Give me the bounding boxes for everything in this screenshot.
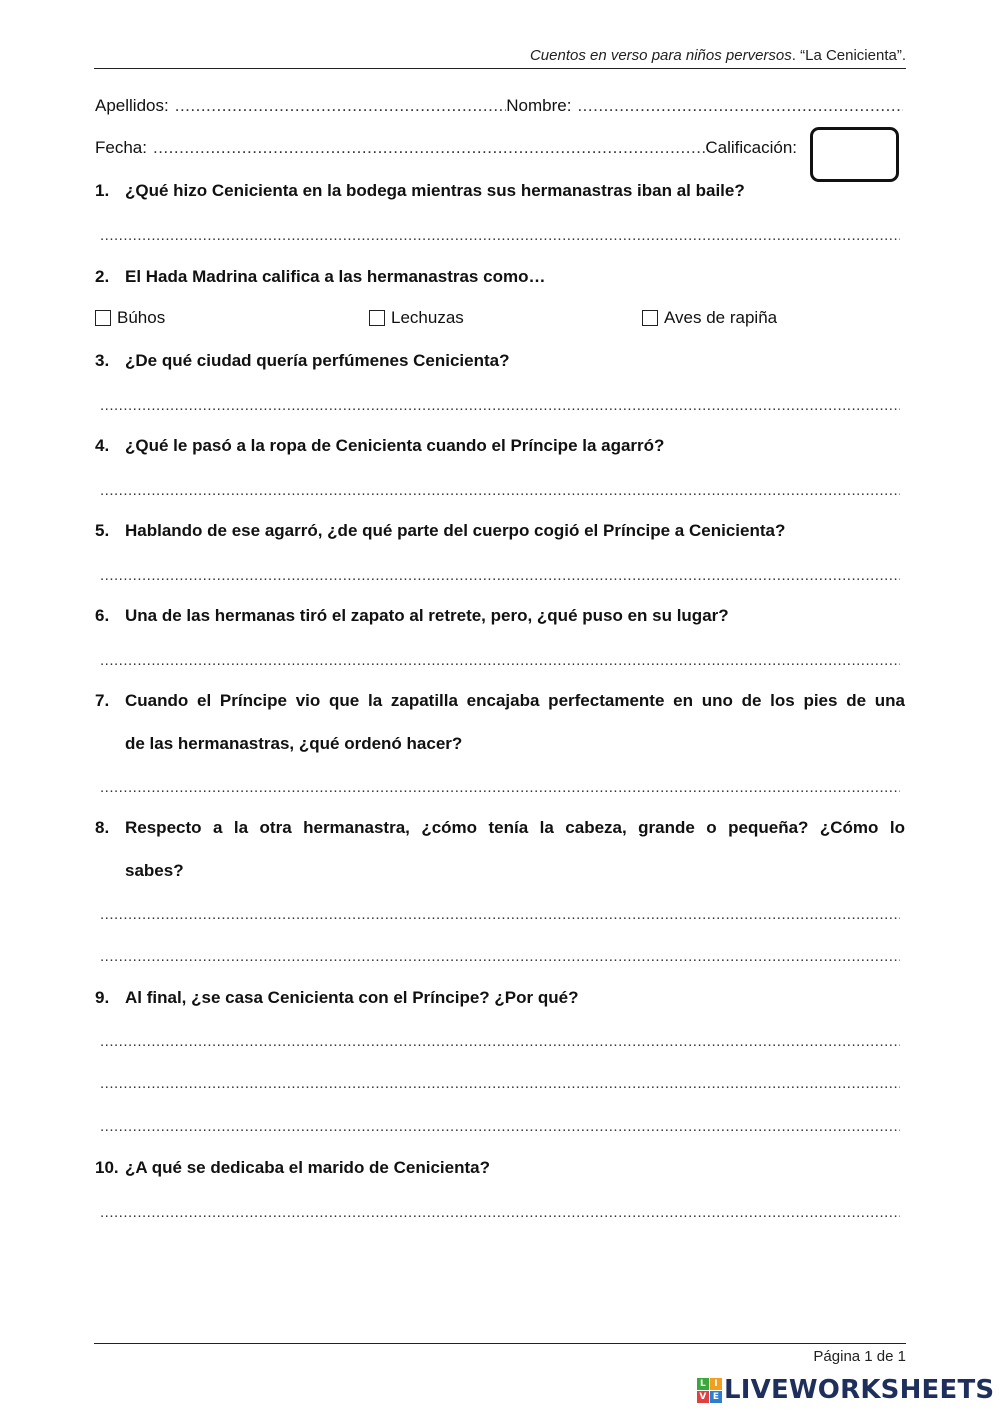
question-8-continued: sabes?: [125, 861, 184, 880]
question-number: 8.: [95, 818, 110, 837]
logo-letter: I: [710, 1378, 722, 1390]
question-9: [95, 987, 905, 1009]
answer-line-9a[interactable]: [100, 1032, 900, 1052]
answer-line-9b[interactable]: [100, 1074, 900, 1094]
question-text: Respecto a la otra hermanastra, ¿cómo tenía la cabeza, grande o pequeña? ¿Cómo lo: [125, 818, 905, 837]
question-number: 6.: [95, 606, 110, 625]
question-10: [95, 1157, 905, 1179]
logo-letter: L: [697, 1378, 709, 1390]
option-label: Lechuzas: [391, 308, 464, 327]
question-text: Hablando de ese agarró, ¿de qué parte del cuerpo cogió el Príncipe a Cenicienta?: [125, 521, 786, 540]
apellidos-field[interactable]: [169, 95, 507, 117]
answer-line-8a[interactable]: [100, 905, 900, 925]
header-title-rest: . “La Cenicienta”.: [791, 47, 906, 64]
answer-line-5[interactable]: [100, 566, 900, 586]
grade-box[interactable]: [810, 127, 899, 182]
header-title-italic: Cuentos en verso para niños perversos: [529, 47, 792, 64]
question-text: ¿Qué hizo Cenicienta en la bodega mientras sus hermanastras iban al baile?: [125, 181, 745, 200]
question-number: 5.: [95, 521, 110, 540]
question-text: ¿A qué se dedicaba el marido de Cenicienta?: [125, 1158, 490, 1177]
question-1: [95, 180, 905, 202]
answer-line-10[interactable]: [100, 1203, 900, 1223]
logo-letter: E: [710, 1391, 722, 1403]
apellidos-label: Apellidos:: [95, 96, 169, 115]
calificacion-label: Calificación:: [705, 138, 797, 157]
question-text: Cuando el Príncipe vio que la zapatilla encajaba perfectamente en uno de los pies de una: [125, 691, 905, 710]
question-4: [95, 435, 905, 457]
name-row: [95, 95, 903, 117]
option-label: Búhos: [117, 308, 166, 327]
question-number: 3.: [95, 351, 110, 370]
option-lechuzas[interactable]: [369, 307, 464, 329]
question-text: ¿De qué ciudad quería perfúmenes Cenicienta?: [125, 351, 510, 370]
question-text: El Hada Madrina califica a las hermanastras como…: [125, 267, 546, 286]
question-number: 4.: [95, 436, 110, 455]
question-text: Una de las hermanas tiró el zapato al retrete, pero, ¿qué puso en su lugar?: [125, 606, 729, 625]
page-header: [94, 44, 906, 69]
fecha-label: Fecha:: [95, 138, 147, 157]
answer-line-7[interactable]: [100, 778, 900, 798]
liveworksheets-brand: [697, 1375, 994, 1405]
logo-letter: V: [697, 1391, 709, 1403]
question-5: [95, 520, 905, 542]
brand-name: LIVEWORKSHEETS: [724, 1375, 995, 1405]
question-3: [95, 350, 905, 372]
option-buhos[interactable]: [95, 307, 165, 329]
question-7: [95, 690, 905, 712]
answer-line-3[interactable]: [100, 396, 900, 416]
question-6: [95, 605, 905, 627]
page-number: Página 1 de 1: [813, 1348, 906, 1365]
question-2: [95, 266, 905, 288]
answer-line-6[interactable]: [100, 651, 900, 671]
question-8: [95, 817, 905, 839]
question-text: ¿Qué le pasó a la ropa de Cenicienta cuando el Príncipe la agarró?: [125, 436, 665, 455]
liveworksheets-logo-icon: [697, 1378, 722, 1403]
checkbox[interactable]: [95, 310, 111, 326]
checkbox[interactable]: [642, 310, 658, 326]
question-number: 10.: [95, 1158, 119, 1177]
page-footer: [94, 1343, 906, 1368]
question-number: 1.: [95, 181, 110, 200]
option-aves-de-rapina[interactable]: [642, 307, 777, 329]
option-label: Aves de rapiña: [664, 308, 778, 327]
nombre-label: Nombre:: [506, 96, 572, 115]
question-number: 9.: [95, 988, 110, 1007]
question-7-continued: de las hermanastras, ¿qué ordenó hacer?: [125, 734, 463, 753]
question-text: Al final, ¿se casa Cenicienta con el Príncipe? ¿Por qué?: [125, 988, 579, 1007]
date-row: [95, 137, 797, 159]
fecha-field[interactable]: [147, 137, 705, 159]
checkbox[interactable]: [369, 310, 385, 326]
answer-line-8b[interactable]: [100, 947, 900, 967]
answer-line-4[interactable]: [100, 481, 900, 501]
question-number: 7.: [95, 691, 110, 710]
question-number: 2.: [95, 267, 110, 286]
nombre-field[interactable]: [571, 95, 903, 117]
answer-line-1[interactable]: [100, 226, 900, 246]
answer-line-9c[interactable]: [100, 1117, 900, 1137]
